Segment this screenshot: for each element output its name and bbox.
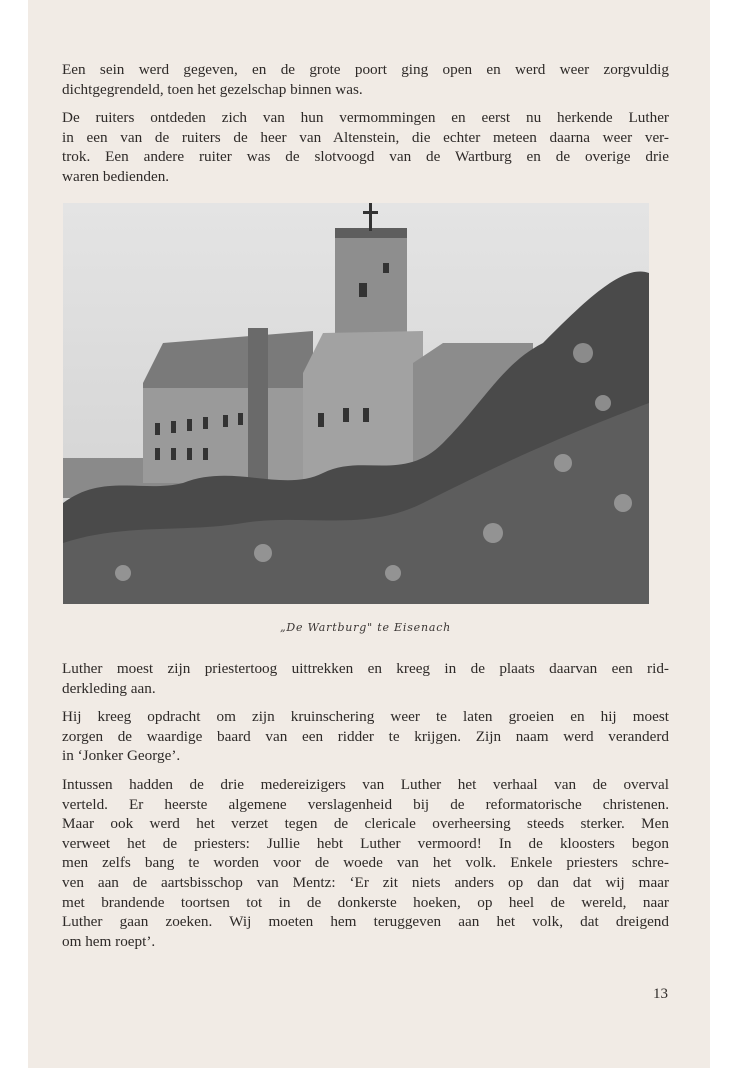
page-number: 13 [653, 986, 668, 1002]
wartburg-photo [63, 203, 649, 604]
text-line: zorgen de waardige baard van een ridder te krijgen. Zijn naam werd veranderd [62, 727, 669, 745]
text-line: Hij kreeg opdracht om zijn kruinschering weer te laten groeien en hij moest [62, 708, 669, 726]
text-line: Maar ook werd het verzet tegen de clericale overheersing steeds sterker. Men [62, 815, 669, 833]
text-line: Intussen hadden de drie medereizigers van Luther het verhaal van de overval [62, 775, 669, 793]
text-line: met brandende toortsen tot in de donkerste hoeken, op heel de wereld, naar [62, 893, 669, 911]
text-line: men zelfs bang te worden voor de woede van het volk. Enkele priesters schre- [62, 854, 669, 872]
text-line: verteld. Er heerste algemene verslagenheid bij de reformatorische christenen. [62, 795, 669, 813]
text-line: ven aan de aartsbisschop van Mentz: ‘Er zit niets anders op dan dat wij maar [62, 873, 669, 891]
text-line: verweet het de priesters: Jullie hebt Luther vermoord! In de kloosters begon [62, 834, 669, 852]
text-line: in ‘Jonker George’. [62, 747, 181, 765]
text-line: trok. Een andere ruiter was de slotvoogd van de Wartburg en de overige drie [62, 148, 669, 166]
text-line: De ruiters ontdeden zich van hun vermommingen en eerst nu herkende Luther [62, 109, 669, 127]
paragraph [62, 60, 669, 99]
paragraph [62, 659, 669, 698]
text-line: derkleding aan. [62, 679, 156, 697]
text-line: om hem roept’. [62, 932, 156, 950]
text-line: Een sein werd gegeven, en de grote poort ging open en werd weer zorgvuldig [62, 61, 669, 78]
top-text-block [62, 60, 669, 196]
paragraph [62, 108, 669, 186]
paragraph [62, 775, 669, 951]
text-line: Luther moest zijn priestertoog uittrekken en kreeg in de plaats daarvan een rid- [62, 660, 669, 677]
text-line: waren bedienden. [62, 167, 170, 185]
text-line: Luther gaan zoeken. Wij moeten hem teruggeven aan het volk, dat dreigend [62, 913, 669, 931]
text-line: dichtgegrendeld, toen het gezelschap binnen was. [62, 80, 363, 98]
figure-caption: „De Wartburg" te Eisenach [279, 621, 452, 634]
text-line: in een van de ruiters de heer van Altenstein, die echter meteen daarna weer ver- [62, 128, 669, 146]
paragraph [62, 707, 669, 766]
bottom-text-block [62, 659, 669, 960]
